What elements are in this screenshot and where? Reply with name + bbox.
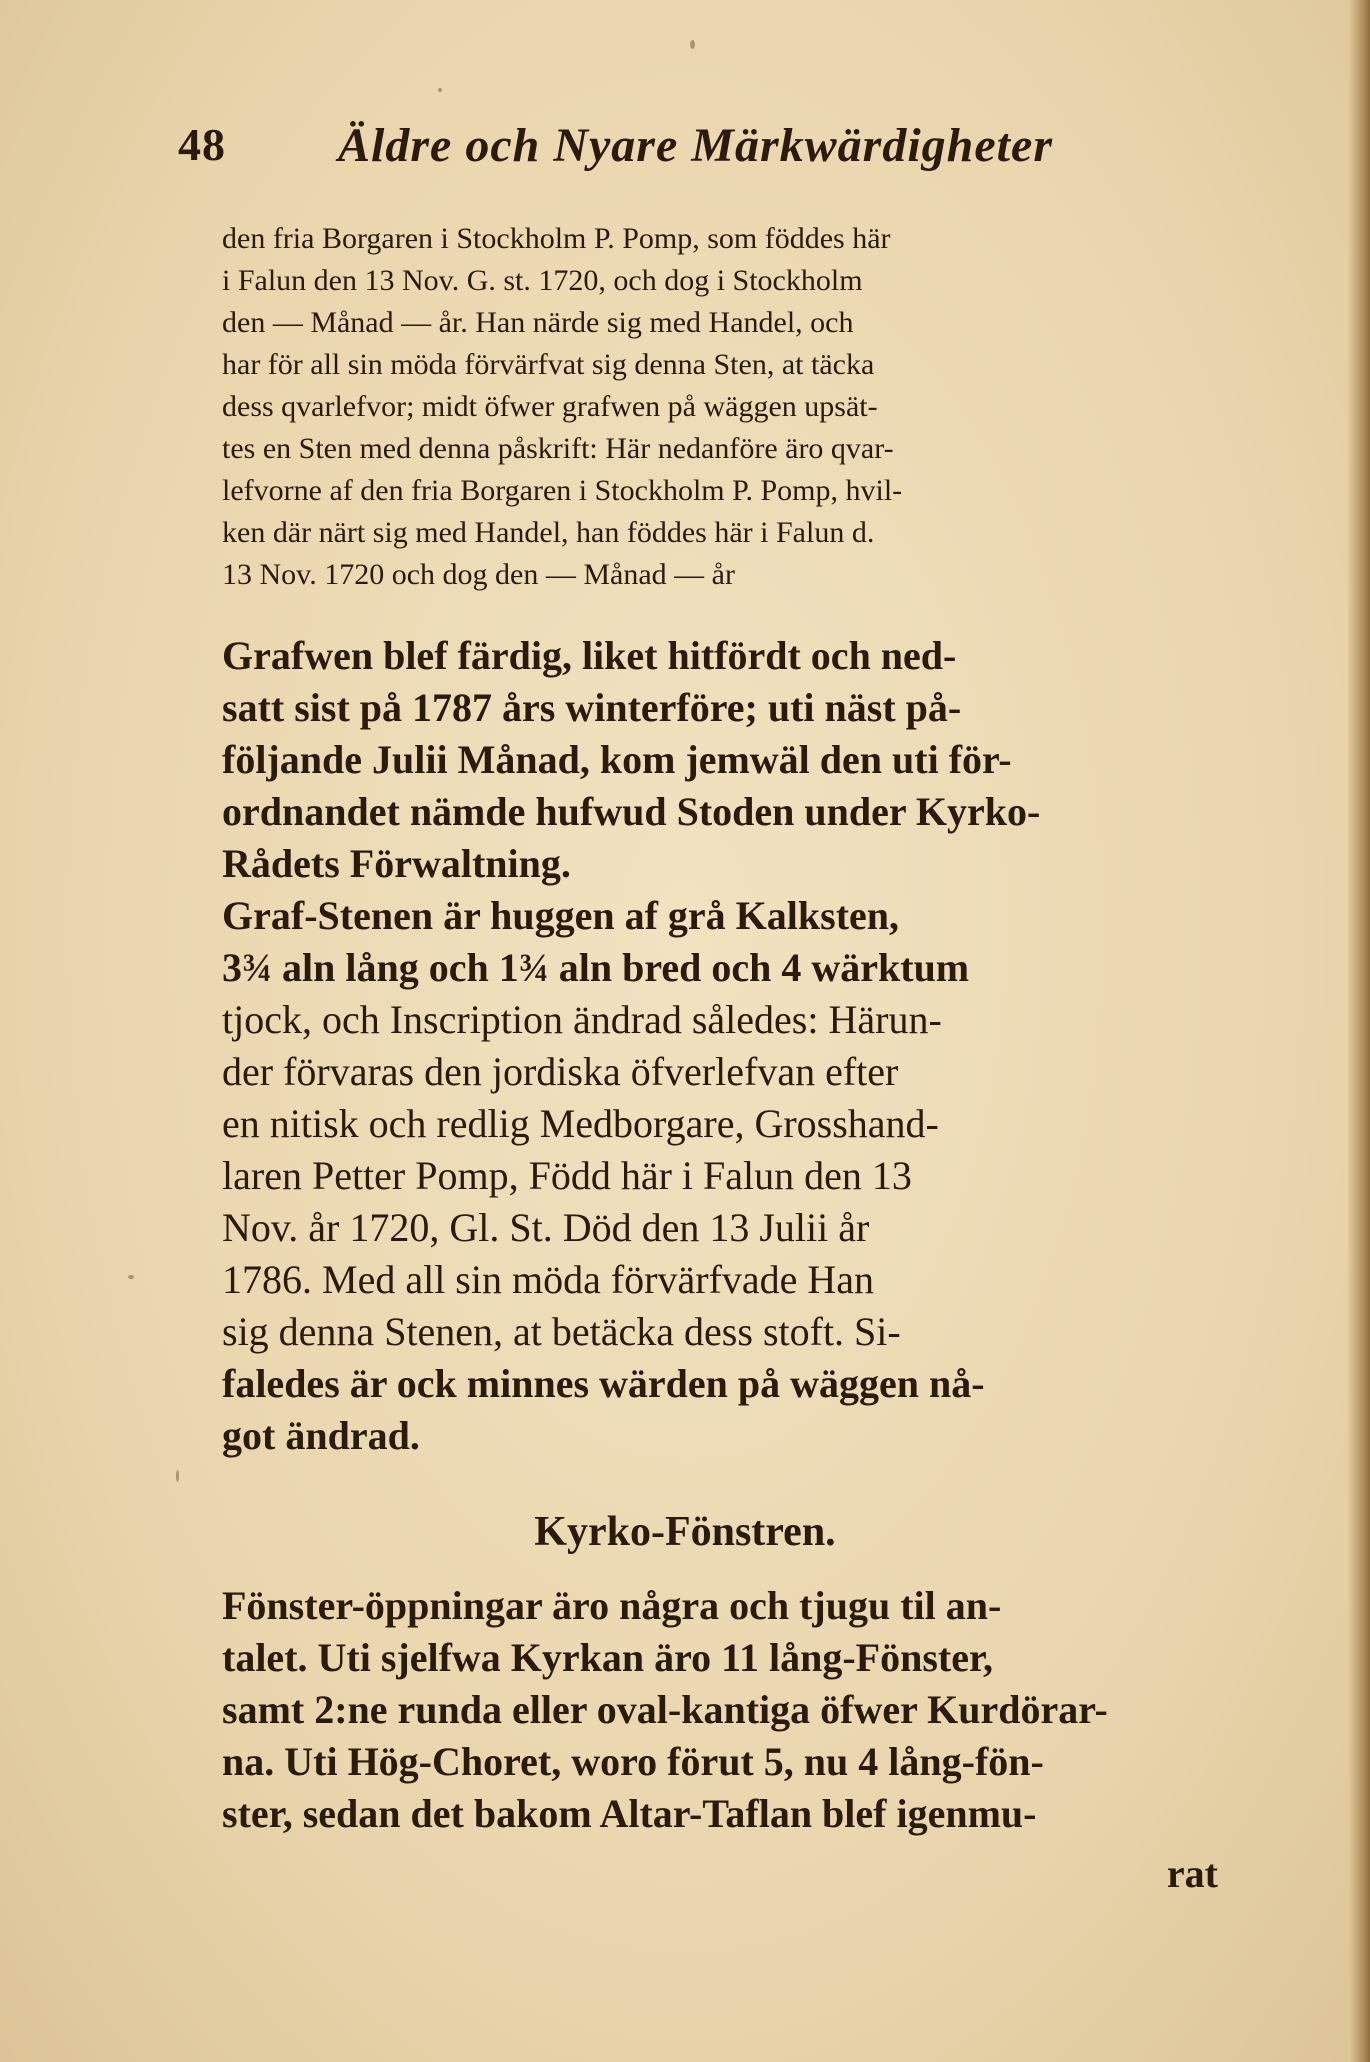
running-title: Äldre och Nyare Märkwärdigheter [338, 119, 1053, 172]
text-line: got ändrad. [222, 1413, 420, 1458]
text-line: Fönster-öppningar äro några och tjugu til an- [222, 1583, 1002, 1628]
inscription-quote [222, 218, 1222, 596]
page-header [178, 118, 1178, 178]
text-line: der förvaras den jordiska öfverlefvan efter [222, 1049, 899, 1094]
text-line: laren Petter Pomp, Född här i Falun den 13 [222, 1153, 912, 1198]
text-line: ken där närt sig med Handel, han föddes här i Falun d. [222, 516, 875, 549]
text-line: sig denna Stenen, at betäcka dess stoft. Si- [222, 1309, 901, 1354]
paragraph-gravestone [222, 890, 1222, 1462]
text-line: satt sist på 1787 års winterföre; uti näst på- [222, 685, 962, 730]
text-line: 1786. Med all sin möda förvärfvade Han [222, 1257, 875, 1302]
text-line: tjock, och Inscription ändrad således: Härun- [222, 997, 942, 1042]
text-line: Rådets Förwaltning. [222, 841, 571, 886]
catchword: rat [1166, 1851, 1218, 1896]
paragraph-windows [222, 1580, 1222, 1840]
text-line: Grafwen blef färdig, liket hitfördt och ned- [222, 633, 957, 678]
text-line: 3¾ aln lång och 1¾ aln bred och 4 wärktum [222, 945, 970, 990]
text-line: tes en Sten med denna påskrift: Här nedanföre äro qvar- [222, 432, 894, 465]
text-line: ordnandet nämde hufwud Stoden under Kyrko- [222, 789, 1041, 834]
text-line: den fria Borgaren i Stockholm P. Pomp, som föddes här [222, 222, 891, 255]
paragraph-grave [222, 630, 1222, 890]
text-line: lefvorne af den fria Borgaren i Stockholm P. Pomp, hvil- [222, 474, 903, 507]
text-line: talet. Uti sjelfwa Kyrkan äro 11 lång-Fönster, [222, 1635, 994, 1680]
text-line: har för all sin möda förvärfvat sig denna Sten, at täcka [222, 348, 875, 381]
paper-speck [438, 88, 442, 92]
text-line: dess qvarlefvor; midt öfwer grafwen på wäggen upsät- [222, 390, 878, 423]
text-line: 13 Nov. 1720 och dog den — Månad — år [222, 558, 735, 591]
text-line: samt 2:ne runda eller oval-kantiga öfwer Kurdörar- [222, 1687, 1108, 1732]
text-line: Graf-Stenen är huggen af grå Kalksten, [222, 893, 900, 938]
text-line: den — Månad — år. Han närde sig med Handel, och [222, 306, 854, 339]
text-line: na. Uti Hög-Choret, woro förut 5, nu 4 lång-fön- [222, 1739, 1044, 1784]
text-line: följande Julii Månad, kom jemwäl den uti för- [222, 737, 1012, 782]
text-line: faledes är ock minnes wärden på wäggen nå- [222, 1361, 985, 1406]
paper-speck [690, 40, 695, 49]
page-number: 48 [178, 119, 226, 170]
page-edge [1348, 0, 1370, 2062]
text-line: Nov. år 1720, Gl. St. Död den 13 Julii år [222, 1205, 870, 1250]
text-line: en nitisk och redlig Medborgare, Grosshand- [222, 1101, 939, 1146]
paper-speck [128, 1275, 134, 1279]
paper-speck [176, 1470, 179, 1482]
text-line: i Falun den 13 Nov. G. st. 1720, och dog i Stockholm [222, 264, 863, 297]
text-line: ster, sedan det bakom Altar-Taflan blef igenmu- [222, 1791, 1037, 1836]
section-heading: Kyrko-Fönstren. [534, 1509, 836, 1555]
